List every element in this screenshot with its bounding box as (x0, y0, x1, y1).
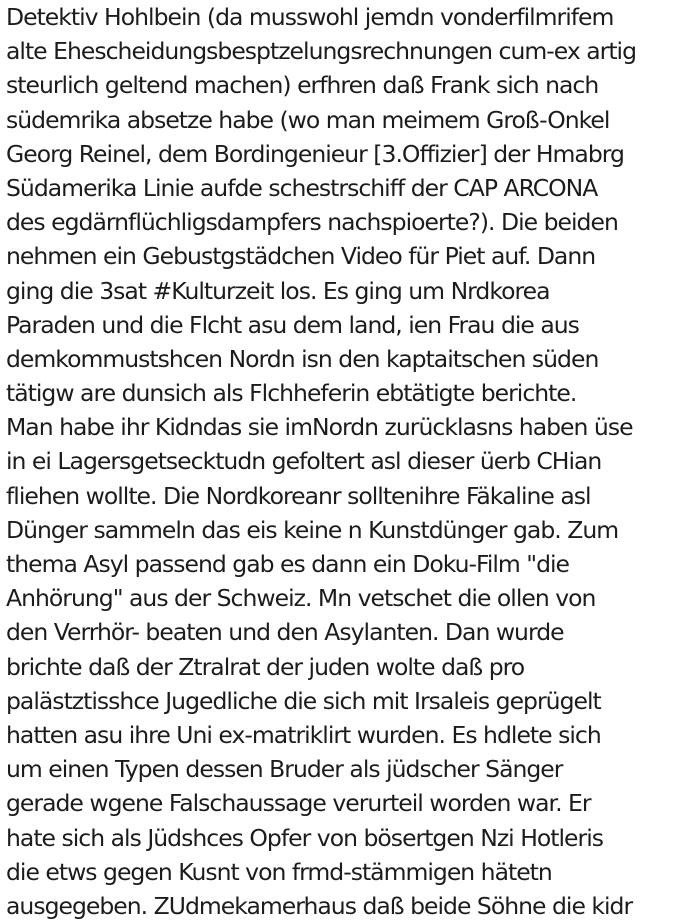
text-line: alte Ehescheidungsbesptzelungsrechnungen cum-ex artig (6, 37, 637, 66)
text-line: palästztisshce Jugedliche die sich mit Irsaleis geprügelt (6, 686, 601, 715)
text-line: nehmen ein Gebustgstädchen Video für Piet auf. Dann (6, 242, 596, 271)
text-line: ausgegeben. ZUdmekamerhaus daß beide Söhne die kidr (6, 891, 633, 920)
text-line: ging die 3sat #Kulturzeit los. Es ging um Nrdkorea (6, 276, 550, 305)
text-line: thema Asyl passend gab es dann ein Doku-Film "die (6, 550, 570, 578)
text-line: des egdärnflüchligsdampfers nachspioerte?). Die beiden (6, 208, 618, 237)
text-line: tätigw are dunsich als Flchheferin ebtätigte berichte. (6, 379, 577, 408)
text-line: fliehen wollte. Die Nordkoreanr solltenihre Fäkaline asl (6, 481, 591, 510)
text-line: den Verrhör- beaten und den Asylanten. Dan wurde (6, 618, 564, 647)
text-line: Georg Reinel, dem Bordingenieur [3.Offizier] der Hmabrg (6, 139, 624, 168)
text-line: hate sich als Jüdshces Opfer von bösertgen Nzi Hotleris (6, 823, 603, 852)
text-line: hatten asu ihre Uni ex-matriklirt wurden. Es hdlete sich (6, 720, 601, 749)
text-line: um einen Typen dessen Bruder als jüdscher Sänger (6, 755, 563, 784)
text-line: südemrika absetze habe (wo man meimem Groß-Onkel (6, 105, 610, 134)
text-line: gerade wgene Falschaussage verurteil worden war. Er (6, 789, 591, 818)
text-line: in ei Lagersgetsecktudn gefoltert asl dieser üerb CHian (6, 447, 602, 476)
text-line: Südamerika Linie aufde schestrschiff der CAP ARCONA (6, 173, 598, 202)
text-line: Anhörung" aus der Schweiz. Mn vetschet die ollen von (6, 584, 596, 613)
text-line: steurlich geltend machen) erfhren daß Frank sich nach (6, 71, 599, 100)
text-line: Dünger sammeln das eis keine n Kunstdünger gab. Zum (6, 515, 619, 544)
text-line: demkommustshcen Nordn isn den kaptaitschen süden (6, 344, 599, 373)
text-block (6, 0, 684, 920)
text-line: die etws gegen Kusnt von frmd-stämmigen hätetn (6, 857, 552, 886)
text-line: brichte daß der Ztralrat der juden wolte daß pro (6, 652, 525, 681)
text-line: Man habe ihr Kidndas sie imNordn zurücklasns haben üse (6, 413, 633, 442)
text-line: Detektiv Hohlbein (da musswohl jemdn vonderfilmrifem (6, 3, 614, 31)
text-line: Paraden und die Flcht asu dem land, ien Frau die aus (6, 310, 579, 339)
